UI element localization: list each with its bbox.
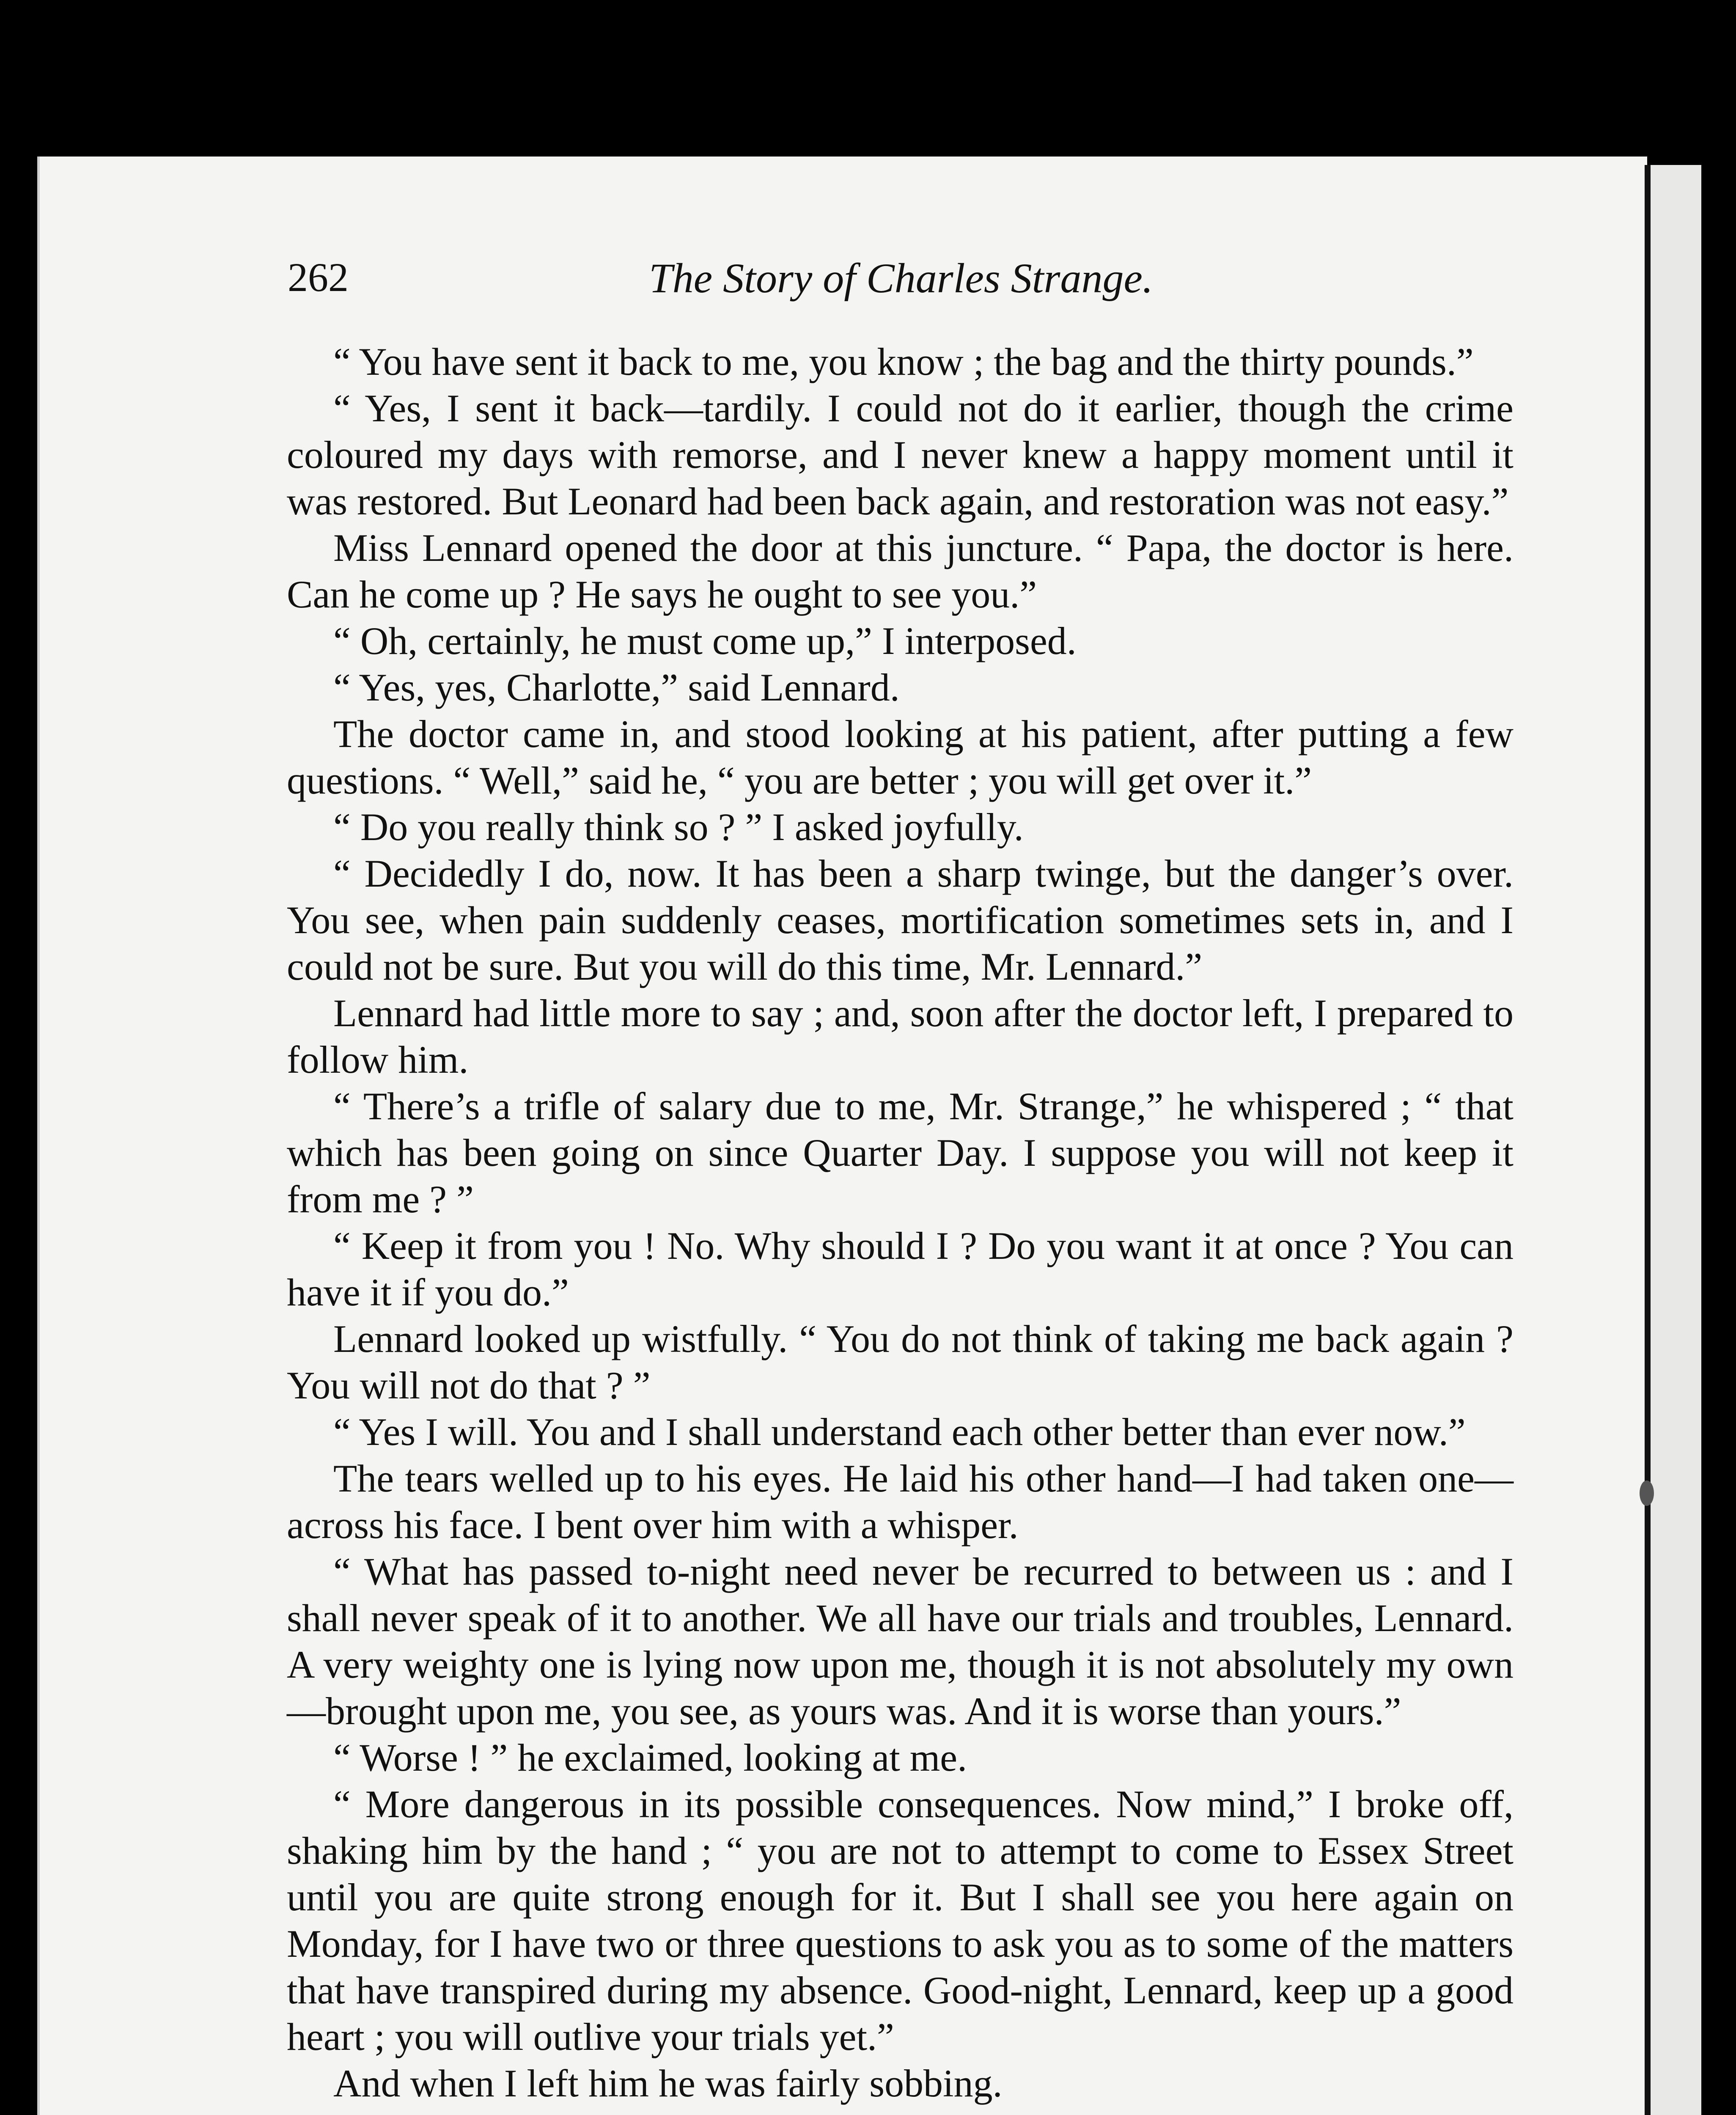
next-page-edge	[1645, 165, 1701, 2115]
paragraph: The doctor came in, and stood looking at his patient, after putting a few questions. “ Well,” said he, “ you are better ; you will get over it.”	[287, 712, 1514, 802]
paragraph: “ Worse ! ” he exclaimed, looking at me.	[333, 1736, 967, 1779]
paragraph: “ What has passed to-night need never be recurred to between us : and I shall never speak of it to another. We all have our trials and troubles, Lennard. A very weighty one is lying now upon me, though it is not absolutely my own—brought upon me, you see, as yours was. And it is worse than yours.”	[287, 1550, 1514, 1733]
paragraph: “ Yes, I sent it back—tardily. I could not do it earlier, though the crime coloured my days with remorse, and I never knew a happy moment until it was restored. But Leonard had been back again, and restoration was not easy.”	[287, 387, 1514, 523]
paragraph: “ Decidedly I do, now. It has been a sharp twinge, but the danger’s over. You see, when pain suddenly ceases, mortification sometimes sets in, and I could not be sure. But you will do this time, Mr. Lennard.”	[287, 852, 1514, 988]
paragraph: “ More dangerous in its possible consequences. Now mind,” I broke off, shaking him by the hand ; “ you are not to attempt to come to Essex Street until you are quite strong enough for it. But I shall see you here again on Monday, for I have two or three questions to ask you as to some of the matters that have transpired during my absence. Good-night, Lennard, keep up a good heart ; you will outlive your trials yet.”	[287, 1783, 1514, 2058]
paragraph: “ Oh, certainly, he must come up,” I interposed.	[333, 619, 1077, 662]
binding-mark	[1640, 1480, 1654, 1506]
page-header	[288, 254, 1514, 317]
paragraph: “ There’s a trifle of salary due to me, Mr. Strange,” he whispered ; “ that which has been going on since Quarter Day. I suppose you will not keep it from me ? ”	[287, 1085, 1514, 1221]
paragraph: Lennard had little more to say ; and, soon after the doctor left, I prepared to follow him.	[287, 992, 1514, 1081]
paragraph: “ Do you really think so ? ” I asked joyfully.	[333, 805, 1024, 849]
paragraph: Miss Lennard opened the door at this juncture. “ Papa, the doctor is here. Can he come up ? He says he ought to see you.”	[287, 526, 1514, 616]
running-title: The Story of Charles Strange.	[649, 255, 1153, 302]
paragraph: “ Yes, yes, Charlotte,” said Lennard.	[333, 666, 900, 709]
paragraph: “ You have sent it back to me, you know ; the bag and the thirty pounds.”	[333, 340, 1474, 383]
page-number: 262	[288, 255, 349, 300]
paragraph: “ Keep it from you ! No. Why should I ? Do you want it at once ? You can have it if you do.”	[287, 1224, 1514, 1314]
paragraph: The tears welled up to his eyes. He laid his other hand—I had taken one—across his face. I bent over him with a whisper.	[287, 1457, 1514, 1546]
paragraph: “ Yes I will. You and I shall understand each other better than ever now.”	[333, 1410, 1466, 1453]
paragraph: Lennard looked up wistfully. “ You do not think of taking me back again ? You will not do that ? ”	[287, 1317, 1514, 1407]
paragraph: And when I left him he was fairly sobbing.	[333, 2062, 1003, 2105]
body-text	[287, 338, 1514, 2107]
